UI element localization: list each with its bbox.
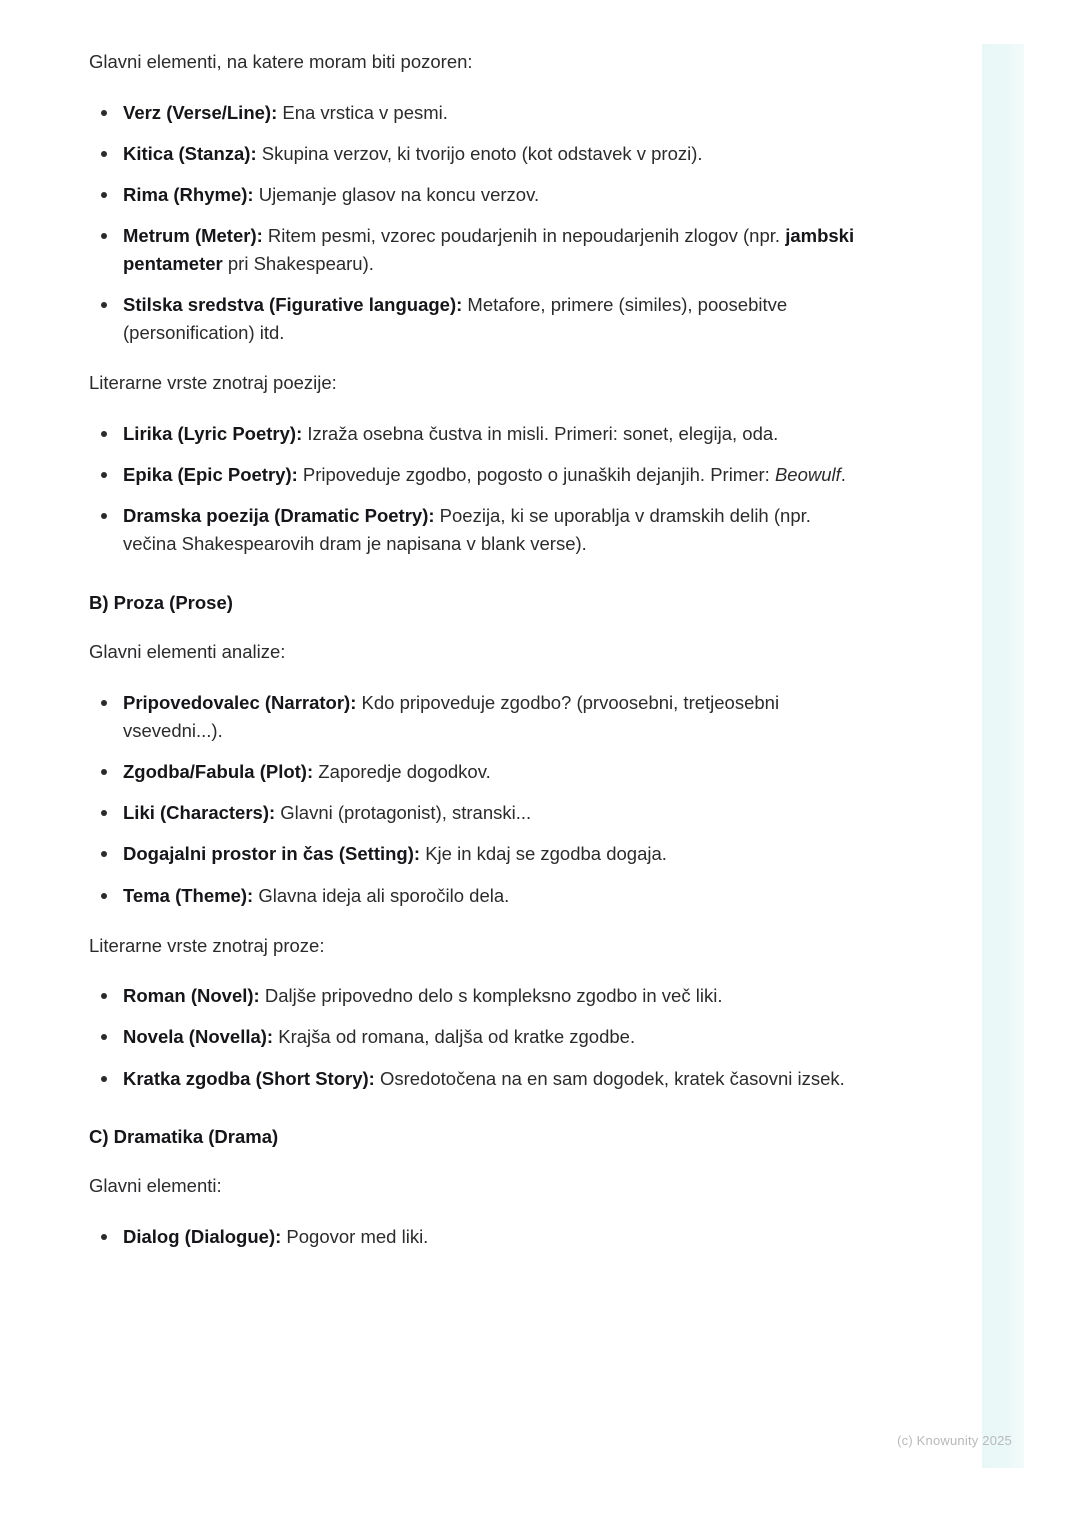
- list-item-term: Tema (Theme):: [123, 884, 254, 906]
- list-item: [89, 181, 859, 209]
- list-item-term: Kratka zgodba (Short Story):: [123, 1067, 375, 1089]
- list-item-text: Ujemanje glasov na koncu verzov.: [253, 183, 540, 205]
- list-poetry-elements: [89, 99, 859, 348]
- document-content: [89, 48, 859, 1273]
- list-item: [89, 882, 859, 910]
- list-item: [89, 420, 859, 448]
- list-item: [89, 840, 859, 868]
- list-item: [89, 758, 859, 786]
- list-item-text: Pripoveduje zgodbo, pogosto o junaških dejanjih. Primer:: [297, 464, 775, 486]
- list-item: [89, 982, 859, 1010]
- list-item-term: Pripovedovalec (Narrator):: [123, 691, 357, 713]
- list-item-term: Dialog (Dialogue):: [123, 1226, 282, 1248]
- list-item: [89, 291, 859, 347]
- list-item: [89, 222, 859, 278]
- list-item-text: Osredotočena na en sam dogodek, kratek časovni izsek.: [374, 1067, 845, 1089]
- list-drama-elements: [89, 1223, 859, 1251]
- list-item-text: Glavni (protagonist), stranski...: [275, 802, 532, 824]
- heading-c-dramatika: C) Dramatika (Drama): [89, 1125, 279, 1147]
- list-item-term: Stilska sredstva (Figurative language):: [123, 294, 463, 316]
- list-item: [89, 502, 859, 558]
- paragraph-poetry-genres: Literarne vrste znotraj poezije:: [89, 372, 337, 394]
- list-item-text: Izraža osebna čustva in misli. Primeri: sonet, elegija, oda.: [302, 423, 779, 445]
- intro-paragraph-main-elements: Glavni elementi, na katere moram biti pozoren:: [89, 51, 473, 72]
- list-prose-elements: [89, 689, 859, 910]
- list-item: [89, 1023, 859, 1051]
- list-item: [89, 99, 859, 127]
- list-item-term: Verz (Verse/Line):: [123, 101, 278, 123]
- list-item-text: Daljše pripovedno delo s kompleksno zgodbo in več liki.: [259, 985, 723, 1007]
- list-item: [89, 689, 859, 745]
- page-side-accent-band: [982, 44, 1024, 1468]
- list-item: [89, 1223, 859, 1251]
- list-prose-genres: [89, 982, 859, 1092]
- paragraph-drama-elements: Glavni elementi:: [89, 1175, 222, 1197]
- list-item-text: Metafore, primere (similes), poosebitve (personification) itd.: [123, 294, 788, 344]
- list-item-text: Ena vrstica v pesmi.: [277, 101, 448, 123]
- list-item-text: Zaporedje dogodkov.: [313, 761, 491, 783]
- list-item-term: Dramska poezija (Dramatic Poetry):: [123, 505, 435, 527]
- list-item: [89, 799, 859, 827]
- list-item-text-continued: .: [840, 464, 846, 486]
- paragraph-prose-analysis: Glavni elementi analize:: [89, 641, 286, 663]
- list-item-text: Krajša od romana, daljša od kratke zgodbe.: [273, 1026, 636, 1048]
- list-item-text-continued: pri Shakespearu).: [222, 253, 374, 275]
- list-item-title-italic: Beowulf: [774, 464, 841, 486]
- watermark-copyright: (c) Knowunity 2025: [897, 1433, 1012, 1448]
- list-item-term: Roman (Novel):: [123, 985, 260, 1007]
- list-item-term: Kitica (Stanza):: [123, 142, 257, 164]
- list-item-text: Kdo pripoveduje zgodbo? (prvoosebni, tretjeosebni vsevedni...).: [123, 691, 780, 742]
- list-item: [89, 1065, 859, 1093]
- list-poetry-genres: [89, 420, 859, 558]
- list-item-text: Poezija, ki se uporablja v dramskih delih (npr. večina Shakespearovih dram je napisana v blank verse).: [123, 505, 811, 555]
- list-item-term: Zgodba/Fabula (Plot):: [123, 761, 314, 783]
- list-item-text: Glavna ideja ali sporočilo dela.: [253, 884, 510, 906]
- list-item-text: Skupina verzov, ki tvorijo enoto (kot odstavek v prozi).: [256, 142, 703, 164]
- list-item-text: Pogovor med liki.: [281, 1226, 429, 1248]
- list-item-term: Epika (Epic Poetry):: [123, 464, 298, 486]
- list-item-term-emphasis: jambski pentameter: [123, 225, 855, 275]
- list-item-term: Liki (Characters):: [123, 802, 276, 824]
- list-item-term: Rima (Rhyme):: [123, 183, 254, 205]
- list-item-term: Lirika (Lyric Poetry):: [123, 423, 303, 445]
- heading-b-proza: B) Proza (Prose): [89, 591, 233, 613]
- paragraph-prose-genres: Literarne vrste znotraj proze:: [89, 934, 325, 956]
- list-item: [89, 461, 859, 489]
- list-item-term: Metrum (Meter):: [123, 225, 263, 246]
- list-item-text: Kje in kdaj se zgodba dogaja.: [420, 843, 667, 865]
- list-item: [89, 140, 859, 168]
- list-item-term: Dogajalni prostor in čas (Setting):: [123, 843, 421, 865]
- list-item-term: Novela (Novella):: [123, 1026, 274, 1048]
- list-item-text: Ritem pesmi, vzorec poudarjenih in nepoudarjenih zlogov (npr.: [262, 225, 786, 246]
